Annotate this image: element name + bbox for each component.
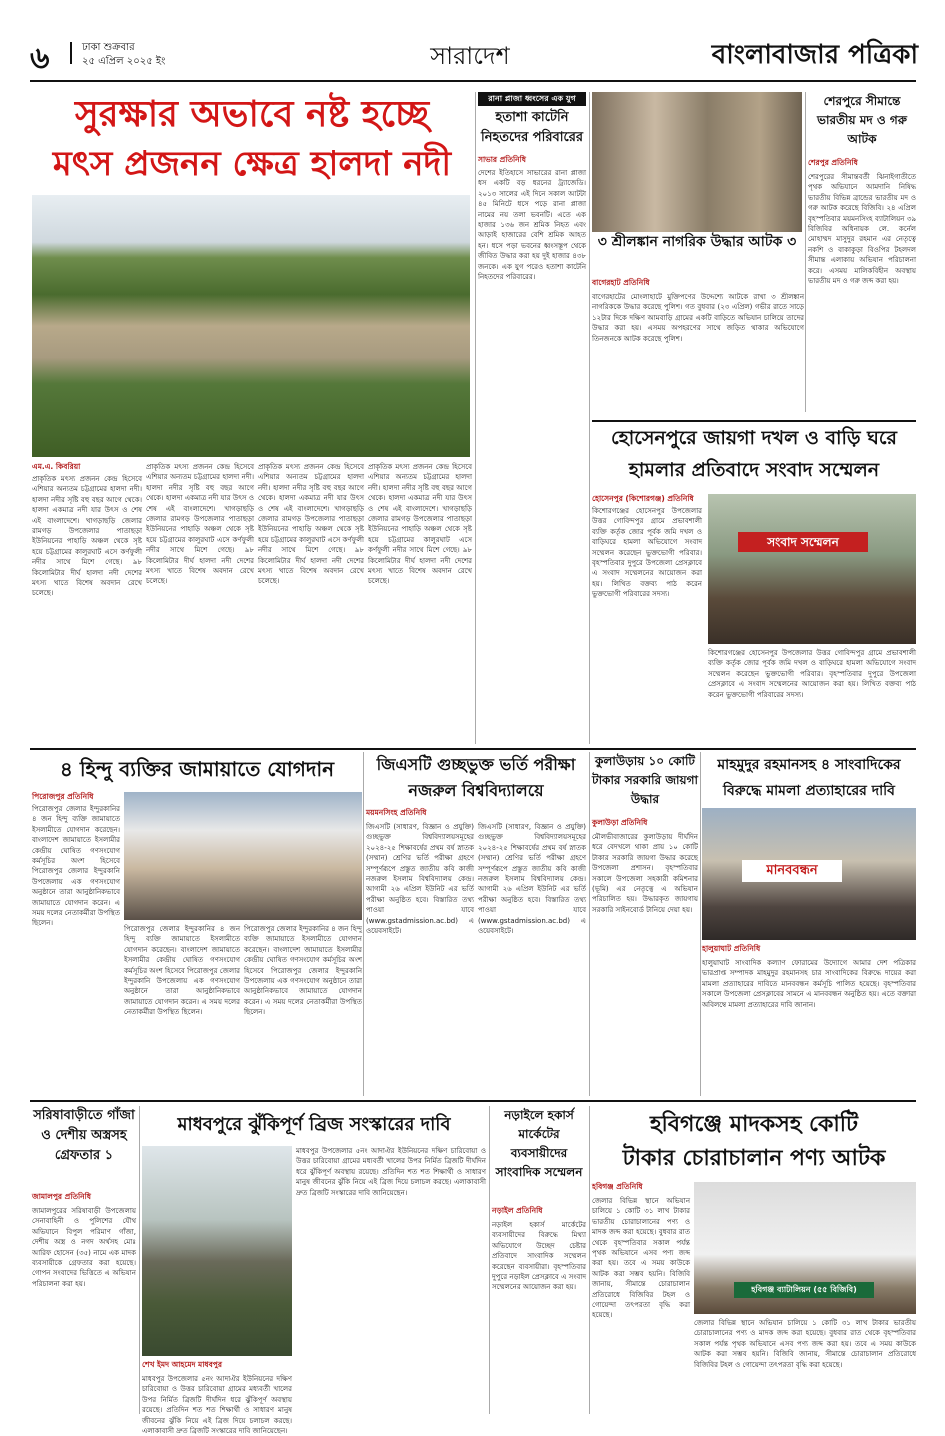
row3-rule (30, 1100, 916, 1102)
lead-headline-2: মৎস প্রজনন ক্ষেত্র হালদা নদী (52, 144, 452, 184)
kulaura-byline: কুলাউড়া প্রতিনিধি (592, 818, 648, 827)
habiganj-byline: হবিগঞ্জ প্রতিনিধি (592, 1182, 643, 1191)
mahmudur-body: হালুয়াঘাট সাংবাদিক কল্যাণ ফোরামের উদ্যোগে আমার দেশ পত্রিকার ভারপ্রাপ্ত সম্পাদক মাহমুদুর রহমানসহ চার সাংবাদিকের বিরুদ্ধে দায়ের করা মামলা প্রত্যাহারের দাবিতে মানববন্ধন কর্মসূচি পালিত হয়েছে। বৃহস্পতিবার সকালে উপজেলা প্রেসক্লাবের সামনে এ মানববন্ধন অনুষ্ঠিত হয়। এতে বক্তারা অবিলম্বে মামলা প্রত্যাহারের দাবি জানান। (702, 959, 916, 1009)
pirojpur-body-col3: পিরোজপুর জেলার ইন্দুরকানির ৪ জন হিন্দু ব্যক্তি জামায়াতে ইসলামীতে যোগদান করেছেন। বাংলাদেশ জামায়াতে ইসলামীর কেন্দ্রীয় ঘোষিত গণসংযোগ কর্মসূচির অংশ হিসেবে পিরোজপুর জেলার ইন্দুরকানি উপজেলায় এক গণসংযোগ অনুষ্ঠানে তারা আনুষ্ঠানিকভাবে জামায়াতে যোগদান করেন। এ সময় দলের নেতাকর্মীরা উপস্থিত ছিলেন। (244, 925, 362, 1017)
page-number-divider (70, 42, 72, 64)
hosenpur-photo (708, 494, 916, 644)
masthead: বাংলাবাজার পত্রিকা (711, 40, 918, 70)
sherpur-byline: শেরপুর প্রতিনিধি (808, 158, 858, 167)
rana-kicker: রানা প্লাজা ধ্বংসের এক যুগ (478, 92, 586, 106)
madhabpur-body-col2: মাধবপুর উপজেলার ৫নং আদাঐর ইউনিয়নের দক্ষিণ চারিবোয়া ও উত্তর চারিবোয়া গ্রামের মধ্যবর্তী খালের উপর নির্মিত ব্রিজটি দীর্ঘদিন ধরে ঝুঁকিপূর্ণ অবস্থায় রয়েছে। প্রতিদিন শত শত শিক্ষার্থী ও সাধারণ মানুষ জীবনের ঝুঁকি নিয়ে এই ব্রিজ দিয়ে চলাচল করছে। এলাকাবাসী দ্রুত ব্রিজটি সংস্কারের দাবি জানিয়েছেন। (296, 1147, 486, 1197)
hosenpur-body-col2: কিশোরগঞ্জের হোসেনপুর উপজেলার উত্তর গোবিন্দপুর গ্রামে প্রভাবশালী ব্যক্তি কর্তৃক জোর পূর্বক জমি দখল ও বাড়িঘরে হামলা অভিযোগে সংবাদ সম্মেলন করেছেন ভুক্তভোগী পরিবার। বৃহস্পতিবার দুপুরে উপজেলা প্রেসক্লাবে এ সংবাদ সম্মেলনের আয়োজন করা হয়। লিখিত বক্তব্য পাঠ করেন ভুক্তভোগী পরিবারের সদস্য। (708, 649, 916, 699)
madhabpur-bridge-photo (142, 1146, 292, 1356)
srilanka-photo (592, 92, 802, 232)
sarishabari-headline: সরিষাবাড়ীতে গাঁজা ও দেশীয় অস্ত্রসহ গ্রেফতার ১ (33, 1108, 135, 1163)
mahmudur-headline-2: বিরুদ্ধে মামলা প্রত্যাহারের দাবি (723, 783, 895, 799)
pirojpur-body-col1: পিরোজপুর জেলার ইন্দুরকানির ৪ জন হিন্দু ব্যক্তি জামায়াতে ইসলামীতে যোগদান করেছেন। বাংলাদেশ জামায়াতে ইসলামীর কেন্দ্রীয় ঘোষিত গণসংযোগ কর্মসূচির অংশ হিসেবে পিরোজপুর জেলার ইন্দুরকানি উপজেলায় এক গণসংযোগ অনুষ্ঠানে তারা আনুষ্ঠানিকভাবে জামায়াতে যোগদান করেন। এ সময় দলের নেতাকর্মীরা উপস্থিত ছিলেন। (32, 805, 120, 928)
lead-body-col1: প্রাকৃতিক মৎস্য প্রজনন কেন্দ্র হিসেবে এশিয়ার অন্যতম চট্টগ্রামের হালদা নদী। হালদা নদীর সৃষ্টি বহু বছর আগে থেকে। হালদা একমাত্র নদী যার উৎস ও শেষ এই বাংলাদেশে। খাগড়াছড়ি জেলার রামগড় উপজেলার পাতাছড়া ইউনিয়নের পাহাড়ি অঞ্চল থেকে সৃষ্ট হয়ে চট্টগ্রামের কালুরঘাট এসে কর্ণফুলী নদীর সাথে মিশে গেছে। ৯৮ কিলোমিটার দীর্ঘ হালদা নদী দেশের মৎস্য খাতে বিশেষ অবদান রেখে চলেছে। (32, 475, 142, 598)
mahmudur-photo (702, 808, 916, 940)
rana-headline: হতাশা কাটেনি নিহতদের পরিবারের (480, 110, 584, 145)
hosenpur-body-col1: কিশোরগঞ্জের হোসেনপুর উপজেলার উত্তর গোবিন্দপুর গ্রামে প্রভাবশালী ব্যক্তি কর্তৃক জোর পূর্বক জমি দখল ও বাড়িঘরে হামলা অভিযোগে সংবাদ সম্মেলন করেছেন ভুক্তভোগী পরিবার। বৃহস্পতিবার দুপুরে উপজেলা প্রেসক্লাবে এ সংবাদ সম্মেলনের আয়োজন করা হয়। লিখিত বক্তব্য পাঠ করেন ভুক্তভোগী পরিবারের সদস্য। (592, 507, 702, 599)
gst-byline: ময়মনসিংহ প্রতিনিধি (366, 808, 427, 817)
hosenpur-byline: হোসেনপুর (কিশোরগঞ্জ) প্রতিনিধি (592, 494, 694, 503)
habiganj-seizure-photo (694, 1182, 916, 1314)
col-rule-9 (589, 1106, 590, 1414)
halda-river-photo (32, 195, 470, 457)
lead-headline-1: সুরক্ষার অভাবে নষ্ট হচ্ছে (74, 94, 430, 135)
pirojpur-headline: ৪ হিন্দু ব্যক্তির জামায়াতে যোগদান (59, 757, 335, 781)
rana-body: দেশের ইতিহাসে সাভারের রানা প্লাজা ধস একটি বড় ধরনের ট্র্যাজেডি। ২০১৩ সালের এই দিনে সকাল আটটা ৪৫ মিনিটে ধসে পড়ে রানা প্লাজা নামের নয় তলা ভবনটি। এতে এক হাজার ১৩৬ জন শ্রমিক নিহত এবং আড়াই হাজারের বেশি শ্রমিক আহত হন। ধসে পড়া ভবনের ধ্বংসস্তূপ থেকে জীবিত উদ্ধার করা হয় দুই হাজার ৪৩৮ জনকে। এক যুগ পরেও হতাশা কাটেনি নিহতদের পরিবারের। (478, 169, 586, 282)
narail-byline: নড়াইল প্রতিনিধি (492, 1206, 543, 1215)
habiganj-headline-1: হবিগঞ্জে মাদকসহ কোটি (649, 1112, 859, 1137)
header-rule (30, 80, 916, 82)
sarishabari-body: জামালপুরের সরিষাবাড়ী উপজেলায় সেনাবাহিনী ও পুলিশের যৌথ অভিযানে বিপুল পরিমাণ গাঁজা, দেশীয় অস্ত্র ও নগদ অর্থসহ মোঃ আরিফ হোসেন (৩৫) নামে এক মাদক ব্যবসায়ীকে গ্রেফতার করা হয়েছে। গোপন সংবাদের ভিত্তিতে এ অভিযান পরিচালনা করা হয়। (32, 1207, 136, 1288)
rana-byline: সাভার প্রতিনিধি (478, 155, 526, 164)
madhabpur-byline: শেখ ইমদ আহমেদ মাধবপুর (142, 1360, 222, 1369)
lead-byline: এম.এ. কিবরিয়া (32, 462, 81, 471)
col-rule-8 (489, 1106, 490, 1414)
pirojpur-body-col2: পিরোজপুর জেলার ইন্দুরকানির ৪ জন হিন্দু ব্যক্তি জামায়াতে ইসলামীতে যোগদান করেছেন। বাংলাদেশ জামায়াতে ইসলামীর কেন্দ্রীয় ঘোষিত গণসংযোগ কর্মসূচির অংশ হিসেবে পিরোজপুর জেলার ইন্দুরকানি উপজেলায় এক গণসংযোগ অনুষ্ঠানে তারা আনুষ্ঠানিকভাবে জামায়াতে যোগদান করেন। এ সময় দলের নেতাকর্মীরা উপস্থিত ছিলেন। (124, 925, 240, 1017)
pirojpur-photo (124, 792, 362, 920)
date-line-2: ২৫ এপ্রিল ২০২৫ ইং (82, 56, 166, 67)
narail-headline: নড়াইলে হকার্স মার্কেটের ব্যবসায়ীদের সাংবাদিক সম্মেলন (495, 1108, 583, 1179)
lead-body-col4: প্রাকৃতিক মৎস্য প্রজনন কেন্দ্র হিসেবে এশিয়ার অন্যতম চট্টগ্রামের হালদা নদী। হালদা নদীর সৃষ্টি বহু বছর আগে থেকে। হালদা একমাত্র নদী যার উৎস ও শেষ এই বাংলাদেশে। খাগড়াছড়ি জেলার রামগড় উপজেলার পাতাছড়া ইউনিয়নের পাহাড়ি অঞ্চল থেকে সৃষ্ট হয়ে চট্টগ্রামের কালুরঘাট এসে কর্ণফুলী নদীর সাথে মিশে গেছে। ৯৮ কিলোমিটার দীর্ঘ হালদা নদী দেশের মৎস্য খাতে বিশেষ অবদান রেখে চলেছে। (368, 463, 472, 586)
gst-body-col2: জিএসটি (সাধারণ, বিজ্ঞান ও প্রযুক্তি) গুচ্ছভুক্ত বিশ্ববিদ্যালয়সমূহের ২০২৪-২৫ শিক্ষাবর্ষের প্রথম বর্ষ স্নাতক (সম্মান) শ্রেণির ভর্তি পরীক্ষা গ্রহণে সম্পূর্ণরূপে প্রস্তুত জাতীয় কবি কাজী নজরুল ইসলাম বিশ্ববিদ্যালয় কেন্দ্র। আগামী ২৬ এপ্রিল ইউনিট এর ভর্তি পরীক্ষা অনুষ্ঠিত হবে। বিস্তারিত তথ্য পাওয়া যাবে (www.gstadmission.ac.bd) এ ওয়েবসাইটে। (478, 823, 586, 936)
habiganj-headline-2: টাকার চোরাচালান পণ্য আটক (622, 1146, 886, 1171)
hosenpur-headline-1: হোসেনপুরে জায়গা দখল ও বাড়ি ঘরে (592, 420, 916, 454)
srilanka-byline: বাগেরহাট প্রতিনিধি (592, 278, 650, 287)
page-header (0, 0, 945, 88)
habiganj-photo-banner: হবিগঞ্জ ব্যাটালিয়ন (৫৫ বিজিবি) (734, 1282, 874, 1298)
hosenpur-banner: সংবাদ সম্মেলন (738, 532, 868, 552)
hosenpur-headline-2: হামলার প্রতিবাদে সংবাদ সম্মেলন (628, 459, 880, 481)
gst-body-col1: জিএসটি (সাধারণ, বিজ্ঞান ও প্রযুক্তি) গুচ্ছভুক্ত বিশ্ববিদ্যালয়সমূহের ২০২৪-২৫ শিক্ষাবর্ষের প্রথম বর্ষ স্নাতক (সম্মান) শ্রেণির ভর্তি পরীক্ষা গ্রহণে সম্পূর্ণরূপে প্রস্তুত জাতীয় কবি কাজী নজরুল ইসলাম বিশ্ববিদ্যালয় কেন্দ্র। আগামী ২৬ এপ্রিল ইউনিট এর ভর্তি পরীক্ষা অনুষ্ঠিত হবে। বিস্তারিত তথ্য পাওয়া যাবে (www.gstadmission.ac.bd) এ ওয়েবসাইটে। (366, 823, 474, 936)
sherpur-body: শেরপুরের সীমান্তবর্তী ঝিনাইগাতীতে পৃথক অভিযানে আমদানি নিষিদ্ধ ভারতীয় বিভিন্ন ব্রান্ডের ভারতীয় মদ ও গরু আটক করেছে বিজিবি। ২৪ এপ্রিল বৃহস্পতিবার ময়মনসিংহ ব্যাটালিয়ন ৩৯ বিজিবির অধিনায়ক লে. কর্নেল মোহাম্মদ মাসুদুর রহমান এর নেতৃত্বে নকশি ও বাকাকুড়া বিওপির টহলদল সীমান্ত এলাকায় অভিযান পরিচালনা করে। এসময় মালিকবিহীন অবস্থায় ভারতীয় মদ ও গরু জব্দ করা হয়। (808, 173, 916, 286)
gst-headline-1: জিএসটি গুচ্ছভুক্ত ভর্তি পরীক্ষা (376, 755, 576, 774)
section-title: সারাদেশ (430, 42, 510, 70)
madhabpur-headline: মাধবপুরে ঝুঁকিপূর্ণ ব্রিজ সংস্কারের দাবি (177, 1114, 451, 1135)
row2-rule (30, 748, 916, 750)
mahmudur-byline: হালুয়াঘাট প্রতিনিধি (702, 944, 761, 953)
srilanka-body: বাগেরহাটের মোংলাহাটে মুক্তিপণের উদ্দেশ্যে আটকে রাখা ৩ শ্রীলঙ্কান নাগরিককে উদ্ধার করেছে পুলিশ। গত বুধবার (২৩ এপ্রিল) গভীর রাতে সাড়ে ১২টার দিকে দক্ষিণ আমবাড়ি গ্রামের একটি বাড়িতে অভিযান চালিয়ে তাদের উদ্ধার করা হয়। এসময় অপহরণের সাথে জড়িত থাকার অভিযোগে তিনজনকে আটক করেছে পুলিশ। (592, 293, 804, 343)
date-line-1: ঢাকা শুক্রবার (82, 42, 135, 53)
page-number: ৬ (30, 41, 50, 76)
sarishabari-byline: জামালপুর প্রতিনিধি (32, 1192, 91, 1201)
gst-headline-2: নজরুল বিশ্ববিদ্যালয়ে (408, 781, 544, 800)
col-rule-1 (475, 92, 476, 744)
col-rule-2 (589, 92, 590, 744)
col-rule-5 (589, 752, 590, 1096)
narail-body: নড়াইল হকার্স মার্কেটের ব্যবসায়ীদের বিরুদ্ধে মিথ্যা অভিযোগে উচ্ছেদ চেষ্টার প্রতিবাদে সাংবাদিক সম্মেলন করেছেন ব্যবসায়ীরা। বৃহস্পতিবার দুপুরে নড়াইল প্রেসক্লাবে এ সংবাদ সম্মেলনের আয়োজন করা হয়। (492, 1221, 586, 1292)
lead-body-col2: প্রাকৃতিক মৎস্য প্রজনন কেন্দ্র হিসেবে এশিয়ার অন্যতম চট্টগ্রামের হালদা নদী। হালদা নদীর সৃষ্টি বহু বছর আগে থেকে। হালদা একমাত্র নদী যার উৎস ও শেষ এই বাংলাদেশে। খাগড়াছড়ি জেলার রামগড় উপজেলার পাতাছড়া ইউনিয়নের পাহাড়ি অঞ্চল থেকে সৃষ্ট হয়ে চট্টগ্রামের কালুরঘাট এসে কর্ণফুলী নদীর সাথে মিশে গেছে। ৯৮ কিলোমিটার দীর্ঘ হালদা নদী দেশের মৎস্য খাতে বিশেষ অবদান রেখে চলেছে। (146, 463, 254, 586)
habiganj-body-col2: জেলার বিভিন্ন স্থানে অভিযান চালিয়ে ১ কোটি ৩১ লাখ টাকার ভারতীয় চোরাচালানের পণ্য ও মাদক জব্দ করা হয়েছে। বুধবার রাত থেকে বৃহস্পতিবার সকাল পর্যন্ত পৃথক অভিযানে এসব পণ্য জব্দ করা হয়। তবে এ সময় কাউকে আটক করা সম্ভব হয়নি। বিজিবি জানায়, সীমান্তে চোরাচালান প্রতিরোধে বিজিবির টহল ও গোয়েন্দা তৎপরতা বৃদ্ধি করা হয়েছে। (694, 1319, 916, 1369)
srilanka-headline: ৩ শ্রীলঙ্কান নাগরিক উদ্ধার আটক ৩ (597, 234, 797, 250)
mahmudur-banner: মানববন্ধন (742, 860, 842, 882)
col-rule-3 (805, 92, 806, 412)
sherpur-headline: শেরপুরে সীমান্তে ভারতীয় মদ ও গরু আটক (817, 94, 907, 146)
mahmudur-headline-1: মাহমুদুর রহমানসহ ৪ সাংবাদিকের (717, 757, 901, 773)
habiganj-body-col1: জেলার বিভিন্ন স্থানে অভিযান চালিয়ে ১ কোটি ৩১ লাখ টাকার ভারতীয় চোরাচালানের পণ্য ও মাদক জব্দ করা হয়েছে। বুধবার রাত থেকে বৃহস্পতিবার সকাল পর্যন্ত পৃথক অভিযানে এসব পণ্য জব্দ করা হয়। তবে এ সময় কাউকে আটক করা সম্ভব হয়নি। বিজিবি জানায়, সীমান্তে চোরাচালান প্রতিরোধে বিজিবির টহল ও গোয়েন্দা তৎপরতা বৃদ্ধি করা হয়েছে। (592, 1197, 690, 1320)
col-rule-6 (700, 752, 701, 1096)
kulaura-body: মৌলভীবাজারের কুলাউড়ায় দীর্ঘদিন ধরে বেদখলে থাকা প্রায় ১০ কোটি টাকার সরকারি জায়গা উদ্ধার করেছে উপজেলা প্রশাসন। বৃহস্পতিবার সকালে উপজেলা সহকারী কমিশনার (ভূমি) এর নেতৃত্বে এ অভিযান পরিচালিত হয়। উদ্ধারকৃত জায়গায় সরকারি সাইনবোর্ড টানিয়ে দেয়া হয়। (592, 833, 698, 914)
lead-body-col3: প্রাকৃতিক মৎস্য প্রজনন কেন্দ্র হিসেবে এশিয়ার অন্যতম চট্টগ্রামের হালদা নদী। হালদা নদীর সৃষ্টি বহু বছর আগে থেকে। হালদা একমাত্র নদী যার উৎস ও শেষ এই বাংলাদেশে। খাগড়াছড়ি জেলার রামগড় উপজেলার পাতাছড়া ইউনিয়নের পাহাড়ি অঞ্চল থেকে সৃষ্ট হয়ে চট্টগ্রামের কালুরঘাট এসে কর্ণফুলী নদীর সাথে মিশে গেছে। ৯৮ কিলোমিটার দীর্ঘ হালদা নদী দেশের মৎস্য খাতে বিশেষ অবদান রেখে চলেছে। (258, 463, 364, 586)
col-rule-4 (363, 752, 364, 1096)
pirojpur-byline: পিরোজপুর প্রতিনিধি (32, 792, 94, 801)
col-rule-7 (139, 1106, 140, 1414)
madhabpur-body-col1: মাধবপুর উপজেলার ৫নং আদাঐর ইউনিয়নের দক্ষিণ চারিবোয়া ও উত্তর চারিবোয়া গ্রামের মধ্যবর্তী খালের উপর নির্মিত ব্রিজটি দীর্ঘদিন ধরে ঝুঁকিপূর্ণ অবস্থায় রয়েছে। প্রতিদিন শত শত শিক্ষার্থী ও সাধারণ মানুষ জীবনের ঝুঁকি নিয়ে এই ব্রিজ দিয়ে চলাচল করছে। এলাকাবাসী দ্রুত ব্রিজটি সংস্কারের দাবি জানিয়েছেন। (142, 1375, 292, 1436)
kulaura-headline: কুলাউড়ায় ১০ কোটি টাকার সরকারি জায়গা উদ্ধার (592, 754, 698, 806)
